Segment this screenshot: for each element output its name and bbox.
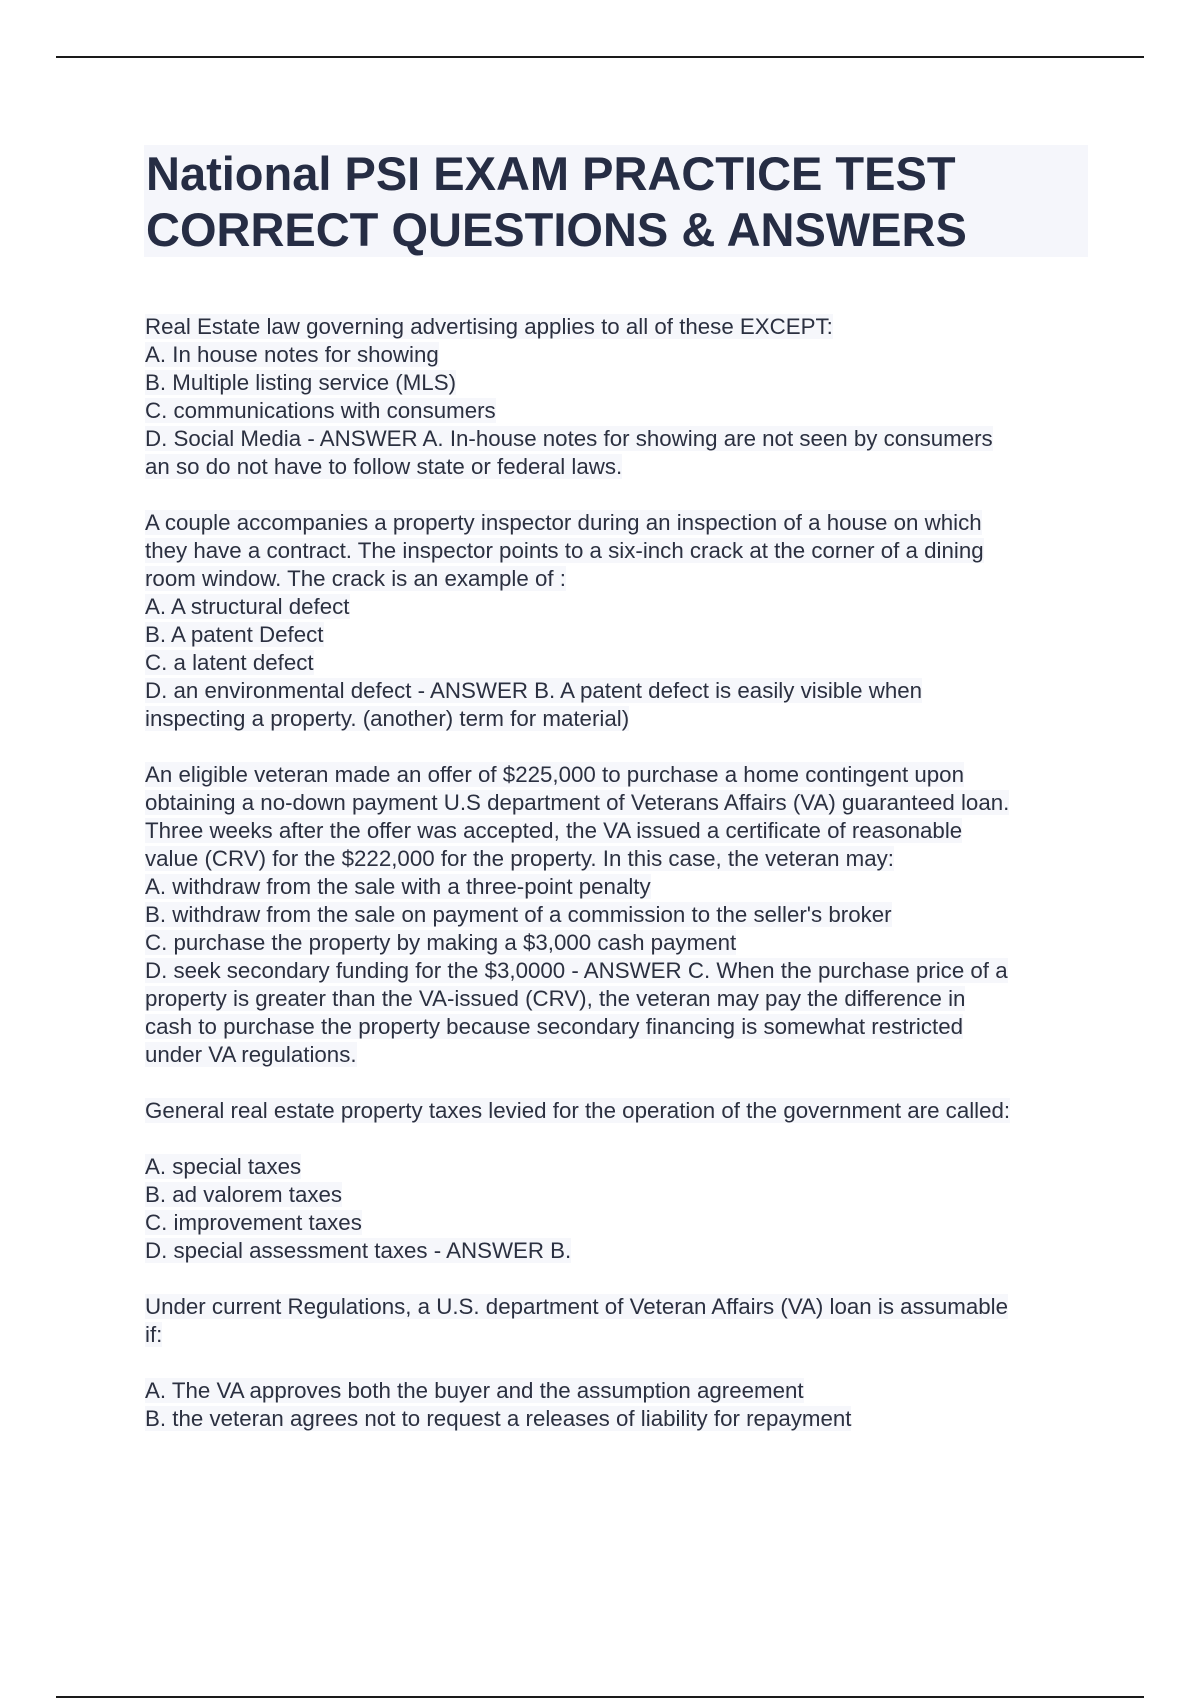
question-line [145, 453, 1095, 481]
question-line [145, 565, 1095, 593]
question-line-text: under VA regulations. [145, 1042, 357, 1067]
question-line-text: an so do not have to follow state or federal laws. [145, 454, 623, 479]
question-line-text: C. communications with consumers [145, 398, 496, 423]
question-line [145, 621, 1095, 649]
question-line [145, 1293, 1095, 1321]
question-block [145, 761, 1095, 1069]
question-line [145, 705, 1095, 733]
question-line-text: D. seek secondary funding for the $3,0000 - ANSWER C. When the purchase price of a [145, 958, 1008, 983]
question-line [145, 929, 1095, 957]
question-line-text: property is greater than the VA-issued (CRV), the veteran may pay the difference in [145, 986, 966, 1011]
question-line-text: B. Multiple listing service (MLS) [145, 370, 457, 395]
question-separator [145, 481, 1095, 509]
question-line-text: C. purchase the property by making a $3,000 cash payment [145, 930, 737, 955]
question-line [145, 369, 1095, 397]
question-block [145, 313, 1095, 481]
question-line [145, 957, 1095, 985]
question-line-text: Real Estate law governing advertising applies to all of these EXCEPT: [145, 314, 833, 339]
question-line [145, 649, 1095, 677]
question-line-text: C. a latent defect [145, 650, 314, 675]
question-block [145, 1293, 1095, 1433]
question-line-text: if: [145, 1322, 163, 1347]
question-line-text: A. The VA approves both the buyer and the assumption agreement [145, 1378, 804, 1403]
question-line [145, 985, 1095, 1013]
question-line [145, 425, 1095, 453]
question-line [145, 593, 1095, 621]
question-line [145, 677, 1095, 705]
question-line-text: A. In house notes for showing [145, 342, 439, 367]
question-line [145, 313, 1095, 341]
question-line-text: Three weeks after the offer was accepted, the VA issued a certificate of reasonable [145, 818, 963, 843]
question-line-text: A. A structural defect [145, 594, 350, 619]
question-line [145, 397, 1095, 425]
question-separator [145, 1265, 1095, 1293]
question-line [145, 789, 1095, 817]
question-line [145, 1013, 1095, 1041]
question-line-text: An eligible veteran made an offer of $225,000 to purchase a home contingent upon [145, 762, 964, 787]
question-line [145, 1237, 1095, 1265]
document-title [144, 145, 1088, 257]
bottom-rule [56, 1696, 1144, 1698]
question-line-text: D. an environmental defect - ANSWER B. A patent defect is easily visible when [145, 678, 923, 703]
question-line [145, 537, 1095, 565]
question-line-text: Under current Regulations, a U.S. department of Veteran Affairs (VA) loan is assumable [145, 1294, 1009, 1319]
question-line [145, 1321, 1095, 1349]
question-line [145, 901, 1095, 929]
question-line-text: B. ad valorem taxes [145, 1182, 343, 1207]
question-line-text: they have a contract. The inspector points to a six-inch crack at the corner of a dining [145, 538, 984, 563]
question-line [145, 1181, 1095, 1209]
question-line [145, 817, 1095, 845]
question-separator [145, 733, 1095, 761]
question-line [145, 1041, 1095, 1069]
question-line-text: B. A patent Defect [145, 622, 324, 647]
blank-line [145, 1349, 1095, 1377]
question-line [145, 509, 1095, 537]
question-line-text: B. withdraw from the sale on payment of a commission to the seller's broker [145, 902, 892, 927]
top-rule [56, 56, 1144, 58]
question-block [145, 1097, 1095, 1265]
question-line [145, 1209, 1095, 1237]
question-line-text: A. withdraw from the sale with a three-point penalty [145, 874, 651, 899]
question-line-text: D. special assessment taxes - ANSWER B. [145, 1238, 572, 1263]
question-line-text: A couple accompanies a property inspector during an inspection of a house on which [145, 510, 982, 535]
question-line [145, 1377, 1095, 1405]
title-line-1: National PSI EXAM PRACTICE TEST [146, 147, 956, 200]
question-line-text: room window. The crack is an example of : [145, 566, 566, 591]
question-line-text: B. the veteran agrees not to request a releases of liability for repayment [145, 1406, 852, 1431]
question-line [145, 761, 1095, 789]
question-line-text: General real estate property taxes levied for the operation of the government are called: [145, 1098, 1011, 1123]
blank-line [145, 1125, 1095, 1153]
question-line-text: cash to purchase the property because secondary financing is somewhat restricted [145, 1014, 963, 1039]
question-line-text: C. improvement taxes [145, 1210, 362, 1235]
question-line-text: D. Social Media - ANSWER A. In-house notes for showing are not seen by consumers [145, 426, 993, 451]
question-line [145, 873, 1095, 901]
title-line-2: CORRECT QUESTIONS & ANSWERS [146, 203, 967, 256]
question-line [145, 1405, 1095, 1433]
document-body [145, 313, 1095, 1433]
question-line [145, 1153, 1095, 1181]
question-line [145, 845, 1095, 873]
question-line [145, 1097, 1095, 1125]
question-line-text: value (CRV) for the $222,000 for the property. In this case, the veteran may: [145, 846, 894, 871]
question-line-text: A. special taxes [145, 1154, 302, 1179]
question-line [145, 341, 1095, 369]
question-line-text: inspecting a property. (another) term for material) [145, 706, 630, 731]
question-separator [145, 1069, 1095, 1097]
question-block [145, 509, 1095, 733]
question-line-text: obtaining a no-down payment U.S department of Veterans Affairs (VA) guaranteed loan. [145, 790, 1010, 815]
